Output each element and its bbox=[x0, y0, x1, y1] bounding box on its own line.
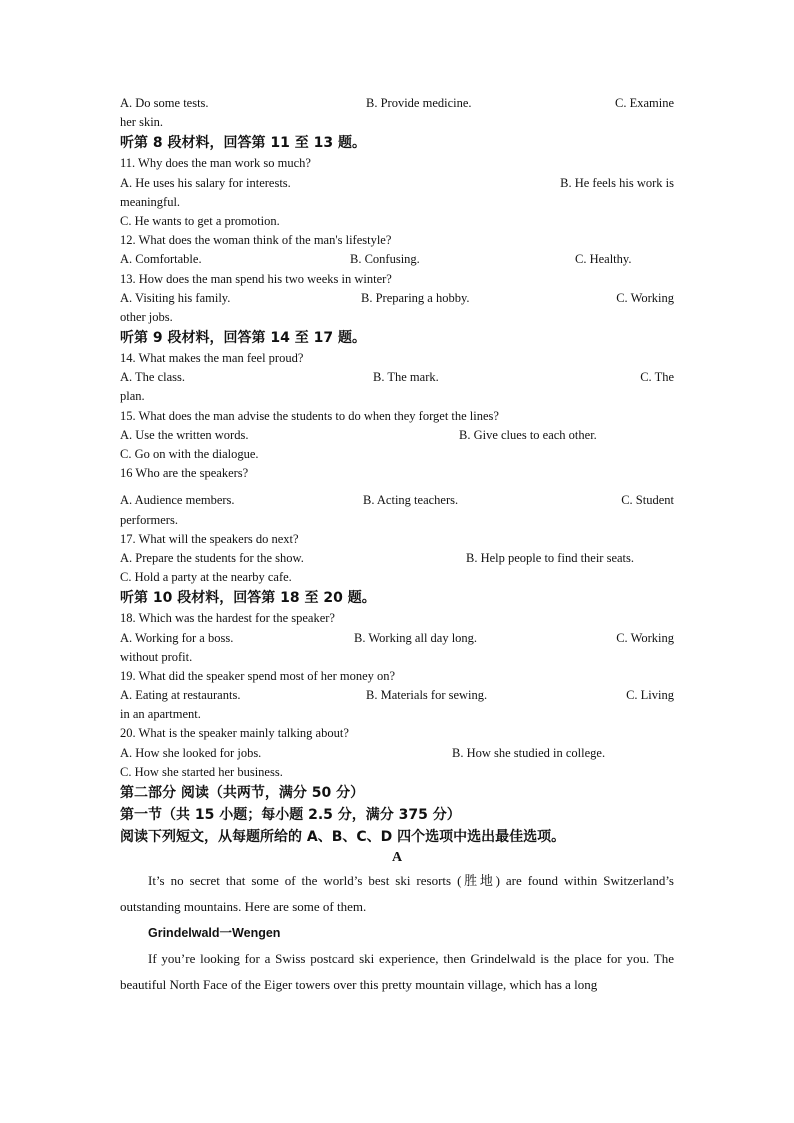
option-b: B. Acting teachers. bbox=[363, 493, 459, 508]
question-20-stem: 20. What is the speaker mainly talking about? bbox=[120, 726, 349, 741]
section-10-heading: 听第 10 段材料，回答第 18 至 20 题。 bbox=[120, 590, 376, 607]
section-8-heading: 听第 8 段材料，回答第 11 至 13 题。 bbox=[120, 135, 366, 152]
option-b: B. He feels his work is bbox=[560, 175, 674, 190]
question-15-stem: 15. What does the man advise the students to do when they forget the lines? bbox=[120, 408, 499, 423]
option-a: A. Working for a boss. bbox=[120, 630, 234, 645]
question-12-stem: 12. What does the woman think of the man's lifestyle? bbox=[120, 233, 392, 248]
part-2-heading: 第二部分 阅读（共两节，满分 50 分） bbox=[120, 785, 365, 801]
option-c-continued: plan. bbox=[120, 389, 145, 404]
option-c: C. Working bbox=[616, 290, 674, 305]
option-c: C. He wants to get a promotion. bbox=[120, 213, 280, 228]
option-a: A. Comfortable. bbox=[120, 252, 202, 267]
option-a: A. Audience members. bbox=[120, 493, 235, 508]
option-a: A. Prepare the students for the show. bbox=[120, 550, 304, 565]
question-18-options bbox=[120, 629, 674, 648]
option-c: C. Healthy. bbox=[575, 252, 632, 267]
question-11-stem: 11. Why does the man work so much? bbox=[120, 156, 311, 171]
option-b: B. Materials for sewing. bbox=[366, 688, 488, 703]
option-a: A. Eating at restaurants. bbox=[120, 688, 241, 703]
option-c-continued: her skin. bbox=[120, 115, 164, 130]
question-18-stem: 18. Which was the hardest for the speaker? bbox=[120, 611, 335, 626]
question-11-options bbox=[120, 174, 674, 193]
question-16-stem: 16 Who are the speakers? bbox=[120, 466, 249, 481]
option-b: B. Provide medicine. bbox=[366, 96, 472, 110]
question-10-options bbox=[120, 94, 674, 113]
option-a: A. Do some tests. bbox=[120, 96, 209, 110]
question-17-stem: 17. What will the speakers do next? bbox=[120, 531, 299, 546]
option-b: B. Confusing. bbox=[350, 252, 420, 267]
question-14-options bbox=[120, 368, 674, 387]
option-b: B. The mark. bbox=[373, 370, 439, 385]
option-c: C. The bbox=[640, 370, 674, 385]
resort-description: If you’re looking for a Swiss postcard ski experience, then Grindelwald is the place for you. The beautiful North Face of the Eiger towers over this pretty mountain village, which has a long bbox=[120, 951, 674, 992]
option-c: C. Living bbox=[626, 688, 674, 703]
section-1-heading: 第一节（共 15 小题；每小题 2.5 分，满分 375 分） bbox=[120, 807, 461, 823]
option-c-continued: other jobs. bbox=[120, 309, 173, 324]
option-b: B. Working all day long. bbox=[354, 630, 478, 645]
passage-label: A bbox=[391, 850, 403, 865]
question-13-options bbox=[120, 289, 674, 308]
option-a: A. Use the written words. bbox=[120, 427, 249, 442]
option-c: C. Go on with the dialogue. bbox=[120, 447, 259, 461]
option-c-continued: without profit. bbox=[120, 649, 193, 664]
option-a: A. Visiting his family. bbox=[120, 290, 231, 305]
passage-intro: It’s no secret that some of the world’s best ski resorts (胜地) are found within Switzerland’s outstanding mountains. Here are some of them. bbox=[120, 873, 674, 914]
option-b-continued: meaningful. bbox=[120, 194, 181, 209]
question-19-options bbox=[120, 686, 674, 705]
exam-page bbox=[120, 94, 674, 998]
option-c: C. How she started her business. bbox=[120, 764, 283, 779]
question-20-options bbox=[120, 744, 674, 763]
option-a: A. How she looked for jobs. bbox=[120, 745, 262, 760]
option-c: C. Hold a party at the nearby cafe. bbox=[120, 570, 292, 585]
option-a: A. The class. bbox=[120, 370, 186, 385]
question-16-options bbox=[120, 491, 674, 510]
question-14-stem: 14. What makes the man feel proud? bbox=[120, 351, 304, 366]
section-9-heading: 听第 9 段材料，回答第 14 至 17 题。 bbox=[120, 330, 366, 347]
option-a: A. He uses his salary for interests. bbox=[120, 175, 291, 190]
option-c-continued: performers. bbox=[120, 512, 178, 527]
option-c: C. Examine bbox=[614, 96, 674, 110]
option-c: C. Student bbox=[621, 493, 674, 508]
resort-heading: Grindelwald一Wengen bbox=[148, 926, 281, 940]
option-c-continued: in an apartment. bbox=[120, 707, 201, 722]
question-15-options bbox=[120, 426, 674, 445]
question-19-stem: 19. What did the speaker spend most of her money on? bbox=[120, 668, 396, 683]
reading-instructions: 阅读下列短文，从每题所给的 A、B、C、D 四个选项中选出最佳选项。 bbox=[120, 829, 566, 845]
option-b: B. Preparing a hobby. bbox=[361, 290, 470, 305]
question-13-stem: 13. How does the man spend his two weeks in winter? bbox=[120, 271, 392, 286]
option-b: B. Help people to find their seats. bbox=[466, 550, 635, 565]
option-c: C. Working bbox=[616, 630, 674, 645]
question-12-options bbox=[120, 250, 674, 269]
option-b: B. How she studied in college. bbox=[452, 745, 606, 760]
question-17-options bbox=[120, 549, 674, 568]
option-b: B. Give clues to each other. bbox=[459, 427, 597, 442]
